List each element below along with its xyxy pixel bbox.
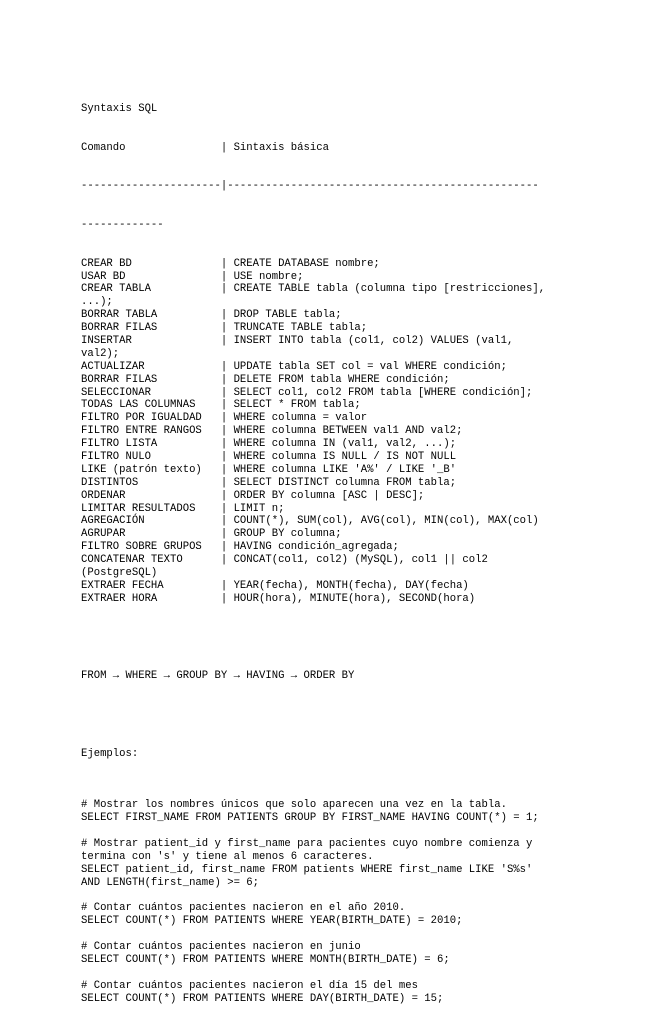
table-row-text: BORRAR FILAS | TRUNCATE TABLE tabla; <box>81 322 368 335</box>
table-row-text: ACTUALIZAR | UPDATE tabla SET col = val WHERE condición; <box>81 360 507 373</box>
table-row-wrap: (PostgreSQL) <box>81 567 158 579</box>
table-row <box>81 425 641 438</box>
table-row <box>81 477 641 490</box>
table-row-text: SELECCIONAR | SELECT col1, col2 FROM tabla [WHERE condición]; <box>81 386 533 399</box>
table-row-text: TODAS LAS COLUMNAS | SELECT * FROM tabla; <box>81 399 361 412</box>
table-row <box>81 515 641 528</box>
table-row <box>81 503 641 516</box>
table-row-text: CREAR TABLA | CREATE TABLE tabla (columna tipo [restricciones], <box>81 283 546 296</box>
table-row-text: CONCATENAR TEXTO | CONCAT(col1, col2) (MySQL), col1 || col2 <box>81 554 488 567</box>
examples-heading: Ejemplos: <box>81 747 139 760</box>
table-row-text: FILTRO NULO | WHERE columna IS NULL / IS NOT NULL <box>81 450 457 463</box>
table-row <box>81 490 641 503</box>
example-block <box>81 889 641 928</box>
table-row <box>81 580 641 593</box>
table-row <box>81 451 641 464</box>
example-comment: # Contar cuántos pacientes nacieron en junio <box>81 940 361 953</box>
table-row <box>81 322 641 335</box>
table-row-text: FILTRO LISTA | WHERE columna IN (val1, val2, ...); <box>81 438 457 451</box>
table-row <box>81 258 641 271</box>
example-query: SELECT patient_id, first_name FROM patients WHERE first_name LIKE 'S%s' <box>81 863 533 876</box>
examples-list <box>81 786 641 1005</box>
table-row-text: FILTRO ENTRE RANGOS | WHERE columna BETWEEN val1 AND val2; <box>81 425 463 438</box>
table-row <box>81 361 641 374</box>
example-block <box>81 825 641 889</box>
table-row-text: FILTRO POR IGUALDAD | WHERE columna = valor <box>81 412 368 425</box>
table-row-text: AGREGACIÓN | COUNT(*), SUM(col), AVG(col), MIN(col), MAX(col) <box>81 515 539 528</box>
table-row-text: BORRAR TABLA | DROP TABLE tabla; <box>81 309 342 322</box>
spacer <box>81 786 641 799</box>
example-comment: termina con 's' y tiene al menos 6 caracteres. <box>81 850 374 863</box>
example-block <box>81 786 641 825</box>
document-title: Syntaxis SQL <box>81 102 158 115</box>
table-row-text: ORDENAR | ORDER BY columna [ASC | DESC]; <box>81 489 425 502</box>
table-row-text: INSERTAR | INSERT INTO tabla (col1, col2) VALUES (val1, <box>81 334 514 347</box>
example-block <box>81 928 641 967</box>
example-comment: # Mostrar patient_id y first_name para pacientes cuyo nombre comienza y <box>81 837 533 850</box>
spacer <box>81 825 641 838</box>
example-comment: # Contar cuántos pacientes nacieron en el año 2010. <box>81 902 406 915</box>
table-row-text: CREAR BD | CREATE DATABASE nombre; <box>81 257 380 270</box>
example-block <box>81 967 641 1006</box>
spacer <box>81 631 641 644</box>
example-query: AND LENGTH(first_name) >= 6; <box>81 876 260 889</box>
table-row-text: DISTINTOS | SELECT DISTINCT columna FROM tabla; <box>81 476 457 489</box>
clause-order-line: FROM → WHERE → GROUP BY → HAVING → ORDER BY <box>81 670 355 683</box>
spacer <box>81 967 641 980</box>
table-header: Comando | Sintaxis básica <box>81 141 329 154</box>
table-row <box>81 541 641 554</box>
table-row <box>81 374 641 387</box>
example-query: SELECT COUNT(*) FROM PATIENTS WHERE DAY(BIRTH_DATE) = 15; <box>81 992 444 1005</box>
example-query: SELECT COUNT(*) FROM PATIENTS WHERE MONTH(BIRTH_DATE) = 6; <box>81 953 450 966</box>
table-row-wrap: ...); <box>81 296 113 309</box>
table-row-text: FILTRO SOBRE GRUPOS | HAVING condición_agregada; <box>81 541 399 554</box>
syntax-table <box>81 258 641 606</box>
table-row-text: LIMITAR RESULTADOS | LIMIT n; <box>81 502 285 515</box>
table-row-text: EXTRAER HORA | HOUR(hora), MINUTE(hora), SECOND(hora) <box>81 592 476 605</box>
table-row-text: AGRUPAR | GROUP BY columna; <box>81 528 342 541</box>
table-row <box>81 309 641 322</box>
spacer <box>81 889 641 902</box>
table-row <box>81 283 641 309</box>
table-row <box>81 387 641 400</box>
table-row-wrap: val2); <box>81 347 120 360</box>
table-row <box>81 438 641 451</box>
table-row <box>81 412 641 425</box>
example-query: SELECT COUNT(*) FROM PATIENTS WHERE YEAR(BIRTH_DATE) = 2010; <box>81 915 463 928</box>
example-comment: # Mostrar los nombres únicos que solo aparecen una vez en la tabla. <box>81 799 507 812</box>
table-row-text: BORRAR FILAS | DELETE FROM tabla WHERE condición; <box>81 373 450 386</box>
table-row <box>81 593 641 606</box>
table-row <box>81 554 641 580</box>
spacer <box>81 928 641 941</box>
table-divider-continuation: ------------- <box>81 218 164 231</box>
table-row <box>81 335 641 361</box>
example-query: SELECT FIRST_NAME FROM PATIENTS GROUP BY FIRST_NAME HAVING COUNT(*) = 1; <box>81 812 539 825</box>
table-divider: ----------------------|------------------------------------------------- <box>81 180 539 193</box>
table-row <box>81 399 641 412</box>
table-row-text: EXTRAER FECHA | YEAR(fecha), MONTH(fecha), DAY(fecha) <box>81 579 469 592</box>
table-row-text: LIKE (patrón texto) | WHERE columna LIKE 'A%' / LIKE '_B' <box>81 463 457 476</box>
example-comment: # Contar cuántos pacientes nacieron el día 15 del mes <box>81 979 418 992</box>
table-row <box>81 464 641 477</box>
table-row-text: USAR BD | USE nombre; <box>81 270 304 283</box>
table-row <box>81 271 641 284</box>
document-body <box>81 77 641 1018</box>
spacer <box>81 709 641 722</box>
table-row <box>81 528 641 541</box>
